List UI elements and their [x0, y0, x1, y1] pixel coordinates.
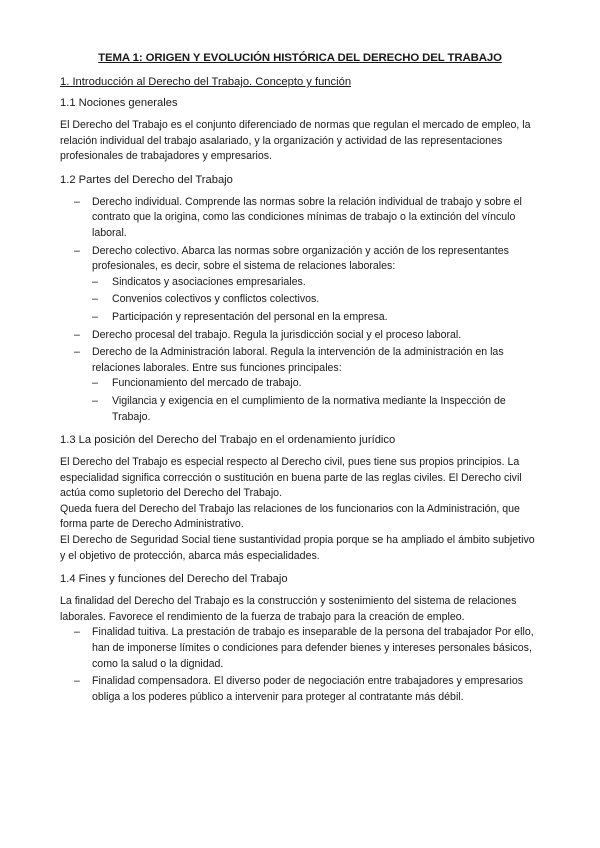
section-1-3-heading: 1.3 La posición del Derecho del Trabajo en el ordenamiento jurídico [60, 434, 396, 447]
list-item: – Finalidad tuitiva. La prestación de trabajo es inseparable de la persona del trabajador Por ello, han de imponerse límites o condiciones para defender bienes y intereses personales básicos, como la salud o la dignidad. [60, 625, 540, 672]
document-page [60, 52, 540, 714]
section-1-2-heading: 1.2 Partes del Derecho del Trabajo [60, 173, 233, 186]
paragraph: El Derecho de Seguridad Social tiene sustantividad propia porque se ha ampliado el ámbito subjetivo y el objetivo de protección, abarca más especialidades. [60, 534, 535, 562]
list-item: – Vigilancia y exigencia en el cumplimiento de la normativa mediante la Inspección de Trabajo. [92, 394, 540, 425]
paragraph: El Derecho del Trabajo es especial respecto al Derecho civil, pues tiene sus propios principios. La especialidad significa corrección o sustitución en buena parte de las reglas civiles. El Derecho civil actúa como supletorio del Derecho del Trabajo. [60, 456, 522, 500]
document-title: TEMA 1: ORIGEN Y EVOLUCIÓN HISTÓRICA DEL DERECHO DEL TRABAJO [98, 52, 502, 64]
list-item: – Derecho procesal del trabajo. Regula la jurisdicción social y el proceso laboral. [60, 328, 540, 344]
list-item: – Derecho de la Administración laboral. Regula la intervención de la administración en las relaciones laborales. Entre sus funciones principales: – Funcionamiento del mercado de trabajo. – Vigilancia y exigencia en el cumplimiento de la normativa mediante la Inspección de Trabajo. [60, 345, 540, 425]
list-item: – Funcionamiento del mercado de trabajo. [92, 376, 540, 392]
colectivo-sublist [92, 275, 540, 326]
parts-list [60, 195, 540, 425]
section-1-1-text: El Derecho del Trabajo es el conjunto diferenciado de normas que regulan el mercado de empleo, la relación individual del trabajo asalariado, y la organización y actividad de las representaciones profesionales de trabajadores y empresarios. [60, 119, 531, 163]
section-1-4-intro: La finalidad del Derecho del Trabajo es la construcción y sostenimiento del sistema de relaciones laborales. Favorece el rendimiento de la fuerza de trabajo para la creación de empleo. [60, 595, 517, 623]
section-1-heading: 1. Introducción al Derecho del Trabajo. Concepto y función [60, 76, 352, 88]
list-item: – Convenios colectivos y conflictos colectivos. [92, 292, 540, 308]
section-1-4-heading: 1.4 Fines y funciones del Derecho del Trabajo [60, 573, 288, 586]
list-item: – Participación y representación del personal en la empresa. [92, 310, 540, 326]
list-item: – Finalidad compensadora. El diverso poder de negociación entre trabajadores y empresarios obliga a los poderes público a intervenir para proteger al contratante más débil. [60, 674, 540, 705]
aims-list [60, 625, 540, 705]
list-item: – Derecho colectivo. Abarca las normas sobre organización y acción de los representantes profesionales, es decir, sobre el sistema de relaciones laborales: – Sindicatos y asociaciones empresariales. – Convenios colectivos y conflictos colectivos. – Participación y representación del personal en la empresa. [60, 244, 540, 326]
list-item: – Sindicatos y asociaciones empresariales. [92, 275, 540, 291]
administracion-sublist [92, 376, 540, 425]
section-1-3-body [60, 455, 540, 564]
paragraph: Queda fuera del Derecho del Trabajo las relaciones de los funcionarios con la Administración, que forma parte de Derecho Administrativo. [60, 502, 520, 531]
list-item: – Derecho individual. Comprende las normas sobre la relación individual de trabajo y sobre el contrato que la origina, como las condiciones mínimas de trabajo o la extinción del vínculo laboral. [60, 195, 540, 242]
section-1-1-heading: 1.1 Nociones generales [60, 97, 178, 109]
